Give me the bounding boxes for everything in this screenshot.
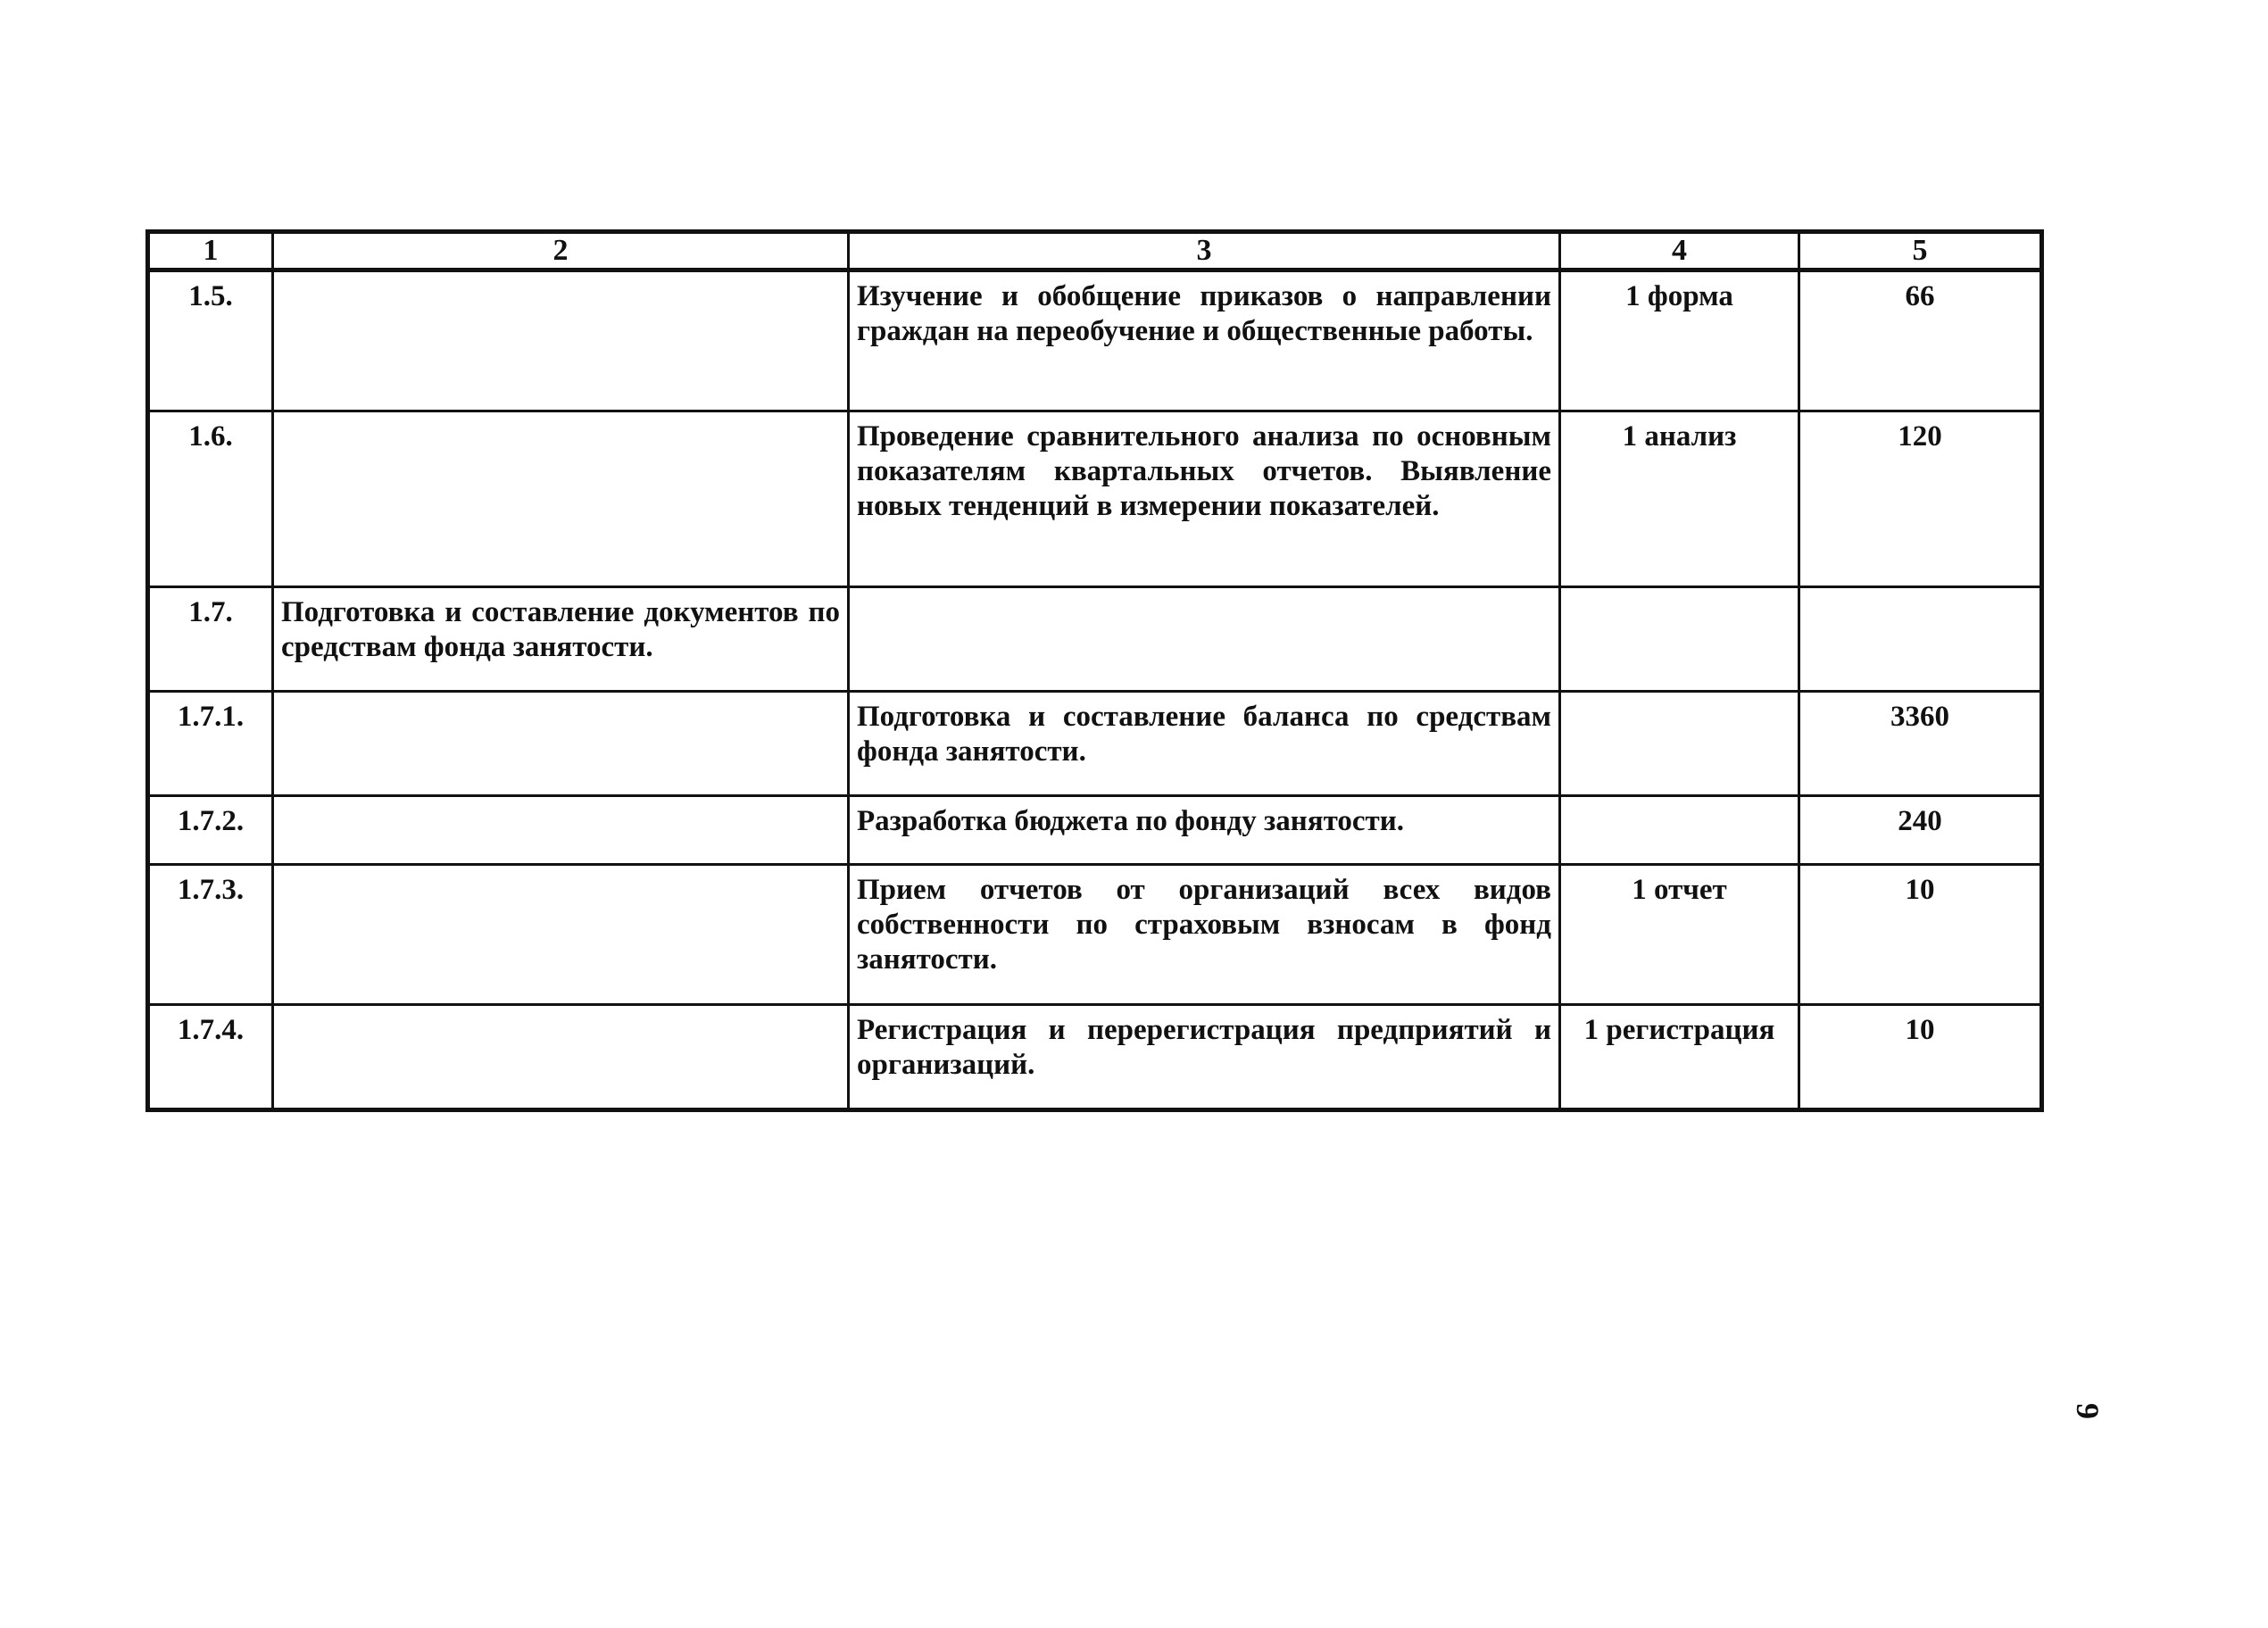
row-name bbox=[273, 692, 849, 796]
row-number: 1.7. bbox=[148, 587, 273, 692]
row-unit: 1 анализ bbox=[1560, 411, 1799, 587]
table-row bbox=[148, 270, 2042, 411]
row-work-description: Подготовка и составление баланса по средствам фонда занятости. bbox=[849, 692, 1560, 796]
row-unit: 1 отчет bbox=[1560, 865, 1799, 1005]
row-number: 1.7.4. bbox=[148, 1005, 273, 1110]
row-norm: 240 bbox=[1799, 796, 2042, 865]
table-row bbox=[148, 587, 2042, 692]
row-name bbox=[273, 796, 849, 865]
row-number: 1.7.3. bbox=[148, 865, 273, 1005]
row-norm: 10 bbox=[1799, 865, 2042, 1005]
column-header: 3 bbox=[849, 232, 1560, 270]
row-work-description: Прием отчетов от организаций всех видов собственности по страховым взносам в фонд занятости. bbox=[849, 865, 1560, 1005]
row-unit: 1 регистрация bbox=[1560, 1005, 1799, 1110]
row-number: 1.7.1. bbox=[148, 692, 273, 796]
row-number: 1.7.2. bbox=[148, 796, 273, 865]
row-number: 1.6. bbox=[148, 411, 273, 587]
table-row bbox=[148, 1005, 2042, 1110]
table-header-row bbox=[148, 232, 2042, 270]
row-norm: 10 bbox=[1799, 1005, 2042, 1110]
row-work-description bbox=[849, 587, 1560, 692]
column-header: 1 bbox=[148, 232, 273, 270]
norms-table bbox=[145, 229, 2044, 1112]
row-work-description: Разработка бюджета по фонду занятости. bbox=[849, 796, 1560, 865]
page-number: 9 bbox=[2070, 1403, 2106, 1419]
table-row bbox=[148, 865, 2042, 1005]
column-header: 2 bbox=[273, 232, 849, 270]
row-norm bbox=[1799, 587, 2042, 692]
row-unit bbox=[1560, 692, 1799, 796]
row-name bbox=[273, 865, 849, 1005]
row-norm: 66 bbox=[1799, 270, 2042, 411]
row-name bbox=[273, 1005, 849, 1110]
row-norm: 3360 bbox=[1799, 692, 2042, 796]
row-work-description: Проведение сравнительного анализа по основным показателям квартальных отчетов. Выявление новых тенденций в измерении показателей. bbox=[849, 411, 1560, 587]
row-unit bbox=[1560, 587, 1799, 692]
row-unit bbox=[1560, 796, 1799, 865]
row-number: 1.5. bbox=[148, 270, 273, 411]
row-name bbox=[273, 270, 849, 411]
row-unit: 1 форма bbox=[1560, 270, 1799, 411]
table-row bbox=[148, 796, 2042, 865]
column-header: 4 bbox=[1560, 232, 1799, 270]
row-name bbox=[273, 411, 849, 587]
row-name: Подготовка и составление документов по средствам фонда занятости. bbox=[273, 587, 849, 692]
row-norm: 120 bbox=[1799, 411, 2042, 587]
row-work-description: Регистрация и перерегистрация предприятий и организаций. bbox=[849, 1005, 1560, 1110]
table-row bbox=[148, 692, 2042, 796]
column-header: 5 bbox=[1799, 232, 2042, 270]
row-work-description: Изучение и обобщение приказов о направлении граждан на переобучение и общественные работы. bbox=[849, 270, 1560, 411]
table-row bbox=[148, 411, 2042, 587]
